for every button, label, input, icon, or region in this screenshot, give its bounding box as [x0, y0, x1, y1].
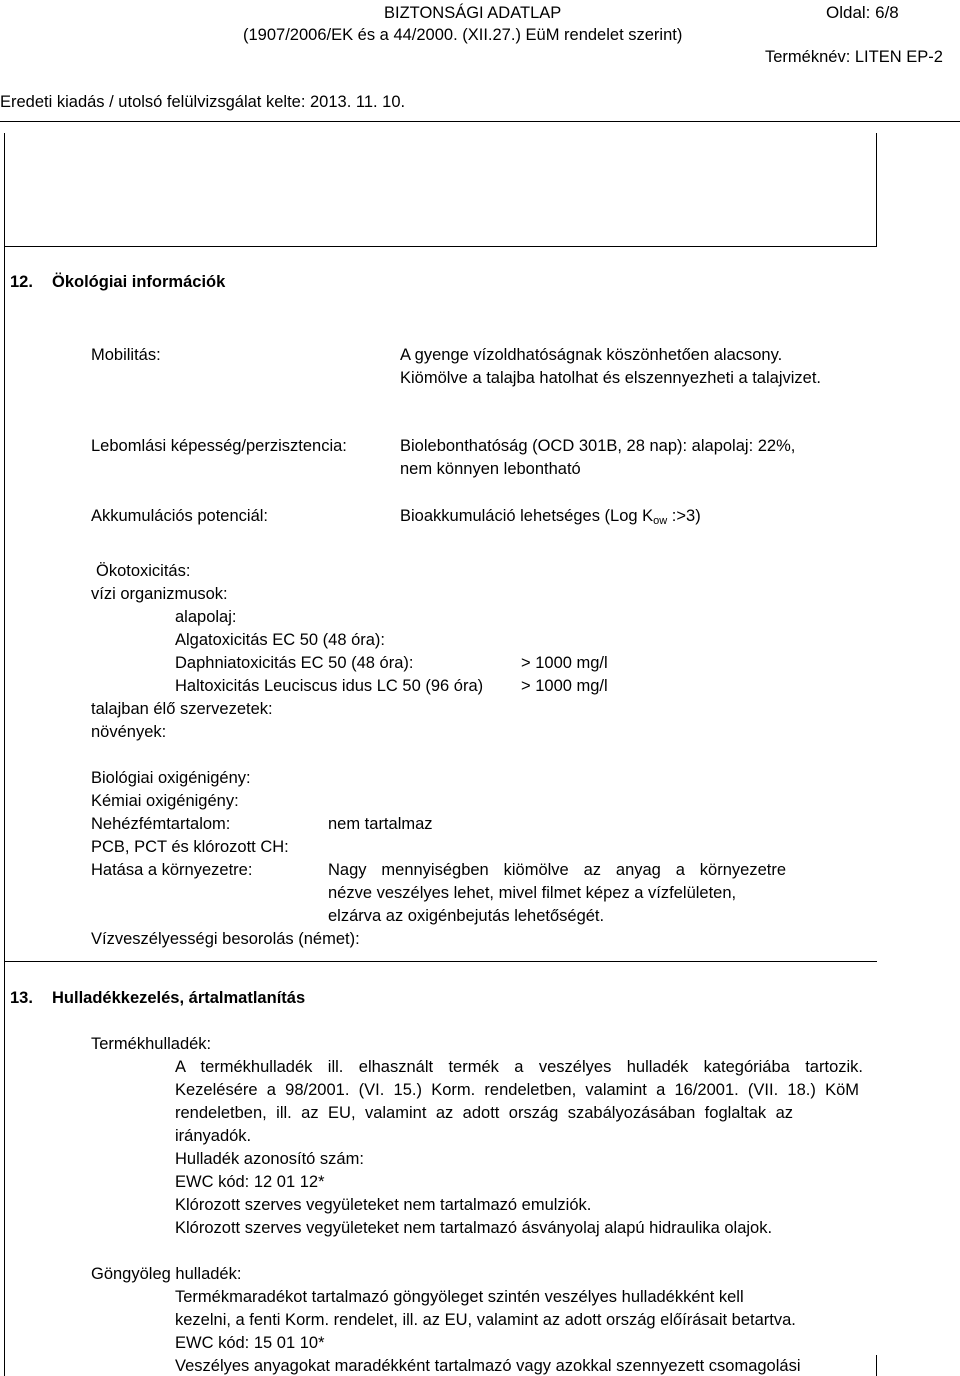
issue-date: Eredeti kiadás / utolsó felülvizsgálat kelte: 2013. 11. 10.	[0, 93, 406, 111]
section-12-title: Ökológiai információk	[52, 273, 226, 291]
packaging-waste-text-2: kezelni, a fenti Korm. rendelet, ill. az EU, valamint az adott ország előírásait betartva.	[175, 1311, 796, 1329]
cod-label: Kémiai oxigénigény:	[91, 792, 239, 810]
mobility-text-2: Kiömölve a talajba hatolhat és elszennyezheti a talajvizet.	[400, 369, 821, 387]
bioaccumulation-text: Bioakkumuláció lehetséges (Log $K_{ow}$ :>3)	[400, 507, 701, 527]
soil-organisms-label: talajban élő szervezetek:	[91, 700, 273, 718]
bod-label: Biológiai oxigénigény:	[91, 769, 251, 787]
environment-effect-text-2: nézve veszélyes lehet, mivel filmet képez a vízfelületen,	[328, 884, 737, 902]
daphnia-toxicity: Daphniatoxicitás EC 50 (48 óra):	[175, 654, 414, 672]
product-waste-text-3: rendeletben, ill. az EU, valamint az adott ország szabályozásában foglaltak az	[175, 1104, 793, 1122]
product-waste-text-4: irányadók.	[175, 1127, 252, 1145]
aquatic-organisms-label: vízi organizmusok:	[91, 585, 228, 603]
environment-effect-text-3: elzárva az oxigénbejutás lehetőségét.	[328, 907, 605, 925]
section-12-number: 12.	[10, 273, 33, 291]
left-frame-line	[4, 133, 5, 1376]
page-number: Oldal: 6/8	[826, 3, 899, 22]
water-hazard-class-label: Vízveszélyességi besorolás (német):	[91, 930, 360, 948]
document-title: BIZTONSÁGI ADATLAP	[384, 4, 562, 22]
environment-effect-label: Hatása a környezetre:	[91, 861, 253, 879]
section-13-number: 13.	[10, 989, 33, 1007]
product-waste-text-7: Klórozott szerves vegyületeket nem tartalmazó emulziók.	[175, 1196, 592, 1214]
product-waste-ewc-code: EWC kód: 12 01 12*	[175, 1173, 325, 1191]
packaging-waste-label: Göngyöleg hulladék:	[91, 1265, 242, 1283]
bioaccumulation-label: Akkumulációs potenciál:	[91, 507, 269, 525]
product-waste-text-5: Hulladék azonosító szám:	[175, 1150, 364, 1168]
product-name: Terméknév: LITEN EP-2	[765, 48, 943, 66]
mobility-label: Mobilitás:	[91, 346, 161, 364]
degradation-text-1: Biolebonthatóság (OCD 301B, 28 nap): alapolaj: 22%,	[400, 437, 796, 455]
fish-toxicity: Haltoxicitás Leuciscus idus LC 50 (96 óra)	[175, 677, 484, 695]
degradation-label: Lebomlási képesség/perzisztencia:	[91, 437, 347, 455]
section-12-top-rule	[4, 246, 877, 247]
regulation-reference: (1907/2006/EK és a 44/2000. (XII.27.) EüM rendelet szerint)	[243, 26, 683, 44]
mobility-text-1: A gyenge vízoldhatóságnak köszönhetően alacsony.	[400, 346, 783, 364]
daphnia-toxicity-value: > 1000 mg/l	[521, 654, 608, 672]
product-waste-text-1: A termékhulladék ill. elhasznált termék a veszélyes hulladék kategóriába tartozik.	[175, 1058, 863, 1076]
environment-effect-text-1: Nagy mennyiségben kiömölve az anyag a környezetre	[328, 861, 786, 879]
ecotoxicity-label: Ökotoxicitás:	[96, 562, 191, 580]
degradation-text-2: nem könnyen lebontható	[400, 460, 581, 478]
section-13-top-rule	[4, 961, 877, 962]
heavy-metal-label: Nehézfémtartalom:	[91, 815, 231, 833]
right-frame-line-top	[876, 133, 877, 246]
header-divider	[0, 121, 960, 122]
algae-toxicity: Algatoxicitás EC 50 (48 óra):	[175, 631, 386, 649]
packaging-waste-text-1: Termékmaradékot tartalmazó göngyöleget szintén veszélyes hulladékként kell	[175, 1288, 744, 1306]
product-waste-label: Termékhulladék:	[91, 1035, 212, 1053]
heavy-metal-value: nem tartalmaz	[328, 815, 433, 833]
right-frame-line-bottom	[876, 1355, 877, 1376]
section-13-title: Hulladékkezelés, ártalmatlanítás	[52, 989, 306, 1007]
plants-label: növények:	[91, 723, 167, 741]
fish-toxicity-value: > 1000 mg/l	[521, 677, 608, 695]
product-waste-text-2: Kezelésére a 98/2001. (VI. 15.) Korm. rendeletben, valamint a 16/2001. (VII. 18.) KöM	[175, 1081, 859, 1099]
product-waste-text-8: Klórozott szerves vegyületeket nem tartalmazó ásványolaj alapú hidraulika olajok.	[175, 1219, 773, 1237]
packaging-waste-ewc-code: EWC kód: 15 01 10*	[175, 1334, 325, 1352]
base-oil-label: alapolaj:	[175, 608, 237, 626]
packaging-waste-text-4: Veszélyes anyagokat maradékként tartalmazó vagy azokkal szennyezett csomagolási	[175, 1357, 801, 1375]
pcb-label: PCB, PCT és klórozott CH:	[91, 838, 289, 856]
